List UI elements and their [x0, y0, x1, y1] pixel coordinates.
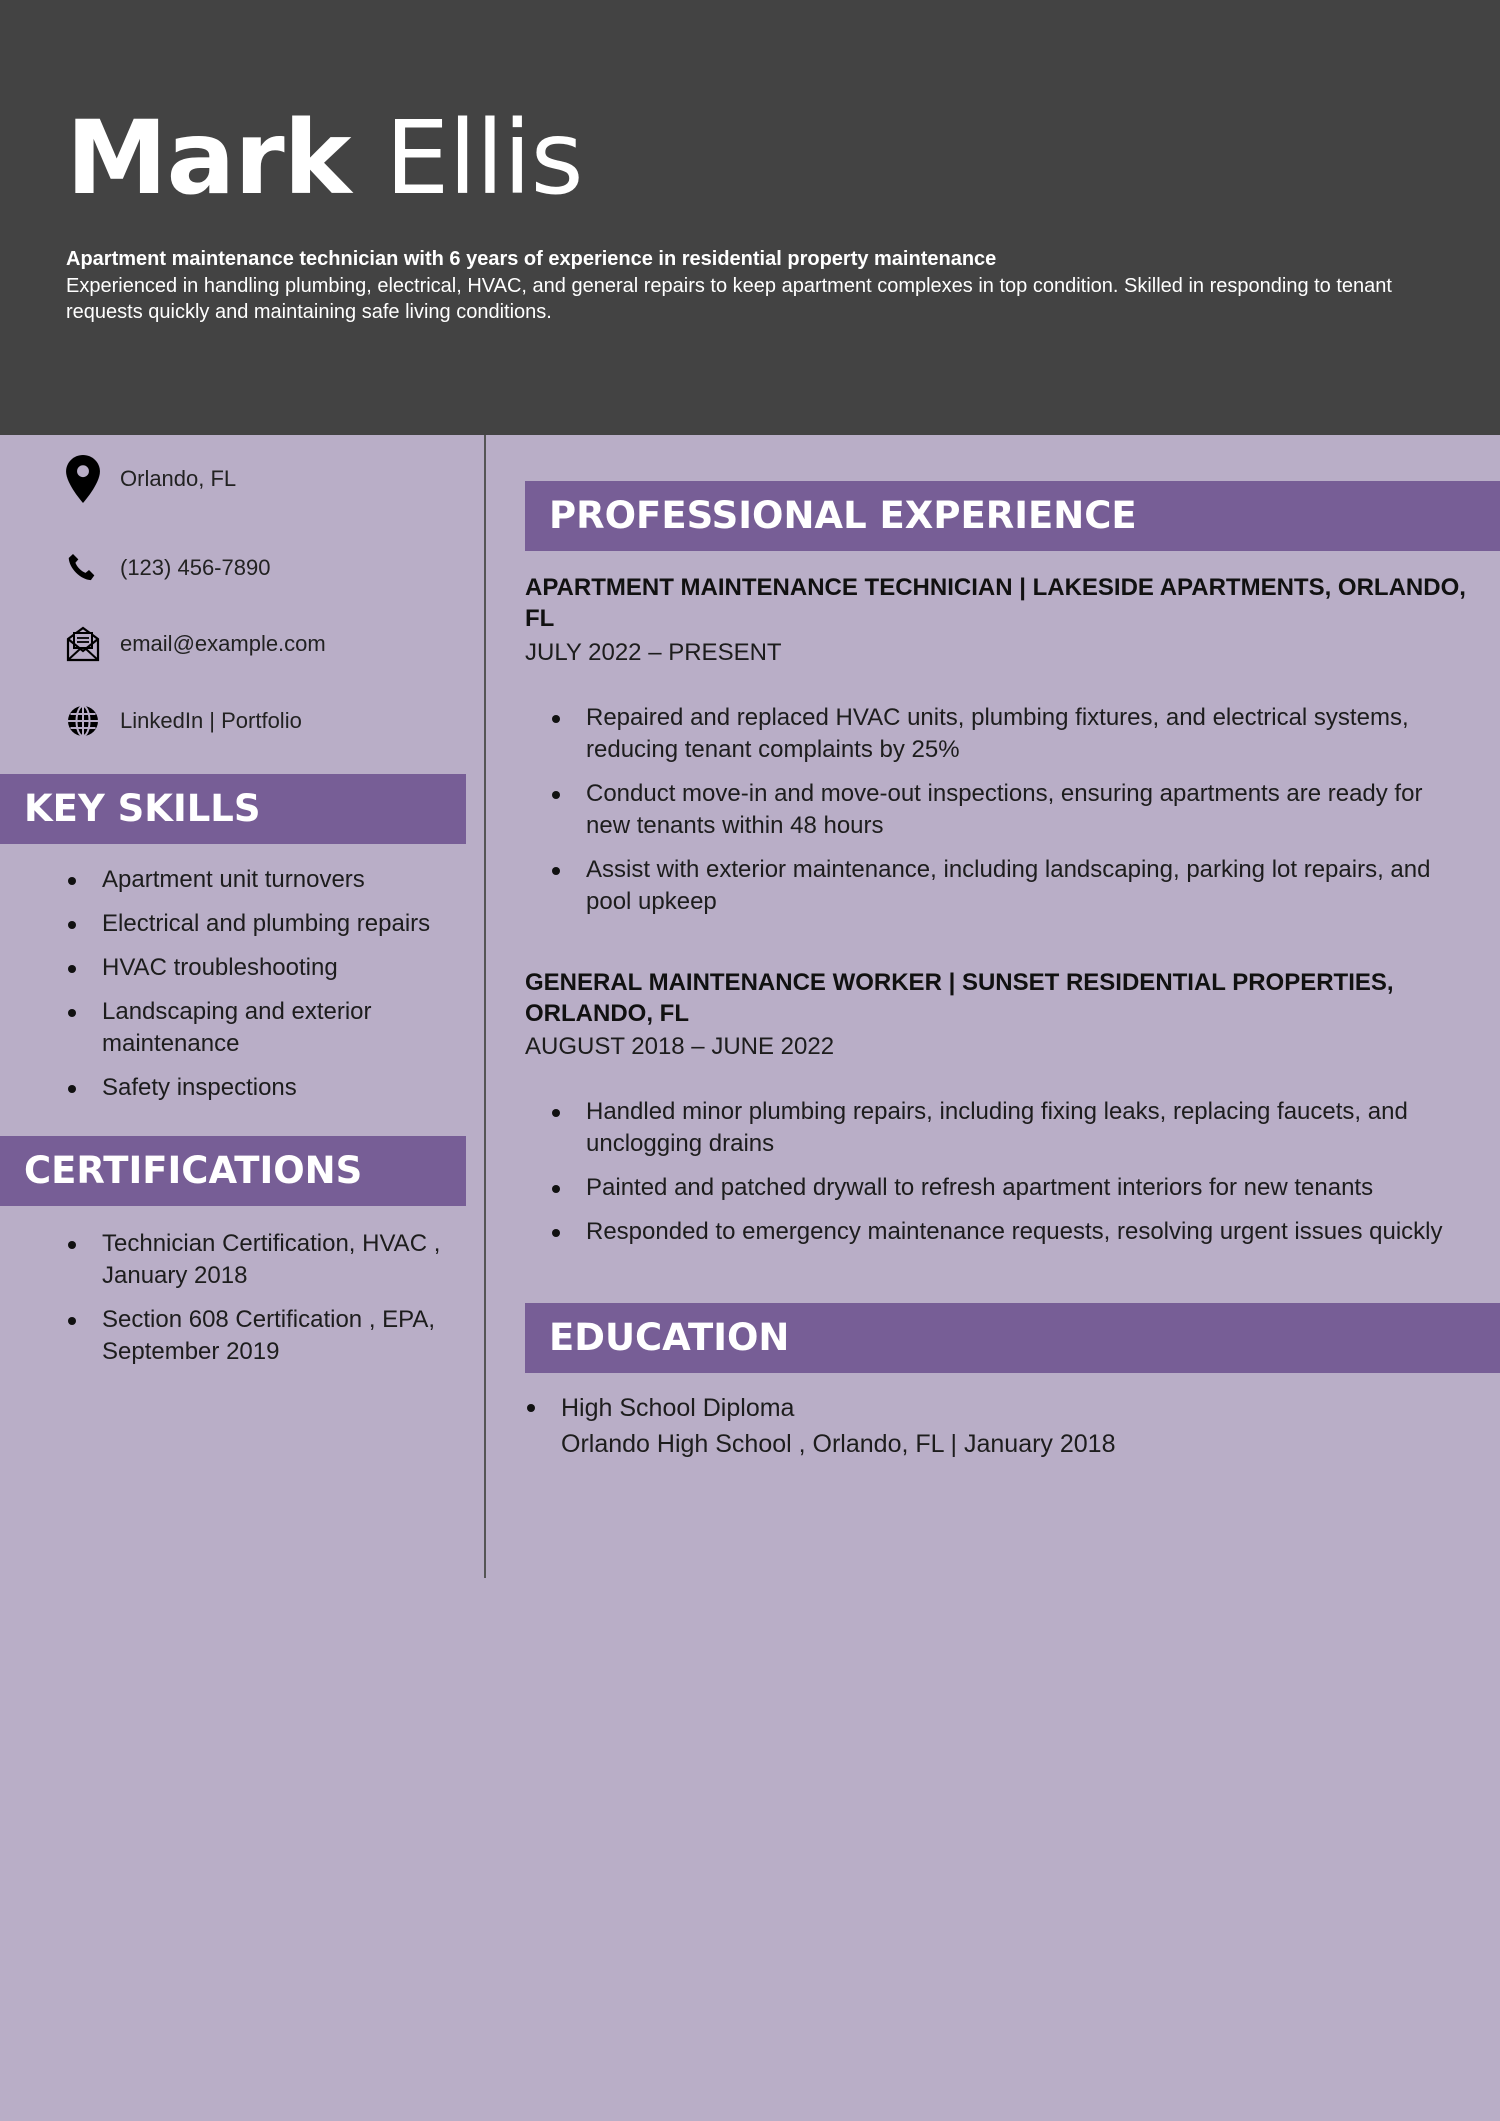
job-bullets [550, 1096, 1470, 1248]
job-dates: JULY 2022 – PRESENT [525, 639, 782, 666]
contact-phone [66, 551, 270, 585]
phone-text[interactable]: (123) 456-7890 [120, 555, 271, 580]
job-bullet: Painted and patched drywall to refresh apartment interiors for new tenants [550, 1172, 1470, 1204]
job-title: APARTMENT MAINTENANCE TECHNICIAN | LAKESIDE APARTMENTS, ORLANDO, FL [525, 574, 1466, 632]
candidate-name [66, 99, 583, 218]
skill-item: HVAC troubleshooting [66, 952, 476, 984]
education-details: Orlando High School , Orlando, FL | January 2018 [561, 1430, 1116, 1458]
summary-body: Experienced in handling plumbing, electrical, HVAC, and general repairs to keep apartment complexes in top condition. Skilled in responding to tenant requests quickly and maintaining safe living conditions. [66, 274, 1392, 323]
key-skills-heading: KEY SKILLS [0, 774, 466, 844]
job-dates: AUGUST 2018 – JUNE 2022 [525, 1033, 835, 1060]
job-title: GENERAL MAINTENANCE WORKER | SUNSET RESIDENTIAL PROPERTIES, ORLANDO, FL [525, 969, 1394, 1027]
summary [66, 246, 1446, 326]
resume-header [0, 0, 1500, 435]
location-pin-icon [66, 462, 100, 496]
phone-icon [66, 551, 100, 585]
first-name: Mark [66, 99, 351, 218]
email-icon [66, 627, 100, 661]
skill-item: Landscaping and exterior maintenance [66, 996, 422, 1060]
education-entry [525, 1390, 1116, 1462]
certifications-list [66, 1228, 476, 1368]
email-text[interactable]: email@example.com [120, 631, 326, 656]
links-text[interactable]: LinkedIn | Portfolio [120, 708, 302, 733]
column-divider [484, 435, 486, 1578]
skill-item: Apartment unit turnovers [66, 864, 476, 896]
certification-item: Section 608 Certification , EPA, September 2019 [66, 1304, 492, 1368]
skills-list [66, 864, 476, 1104]
location-text: Orlando, FL [120, 466, 237, 491]
contact-email [66, 627, 326, 661]
education-heading: EDUCATION [525, 1303, 1500, 1373]
last-name: Ellis [384, 99, 583, 218]
job-bullet: Conduct move-in and move-out inspections, ensuring apartments are ready for new tenants within 48 hours [550, 778, 1470, 842]
contact-location [66, 462, 236, 496]
job-bullet: Assist with exterior maintenance, including landscaping, parking lot repairs, and pool upkeep [550, 854, 1470, 918]
globe-icon [66, 704, 100, 738]
skill-item: Electrical and plumbing repairs [66, 908, 476, 940]
job-bullet: Responded to emergency maintenance requests, resolving urgent issues quickly [550, 1216, 1470, 1248]
job-bullet: Repaired and replaced HVAC units, plumbing fixtures, and electrical systems, reducing tenant complaints by 25% [550, 702, 1470, 766]
summary-headline: Apartment maintenance technician with 6 years of experience in residential property maintenance [66, 248, 997, 270]
certifications-heading: CERTIFICATIONS [0, 1136, 466, 1206]
job-bullets [550, 702, 1470, 918]
skill-item: Safety inspections [66, 1072, 476, 1104]
experience-heading: PROFESSIONAL EXPERIENCE [525, 481, 1500, 551]
job-bullet: Handled minor plumbing repairs, including fixing leaks, replacing faucets, and unclogging drains [550, 1096, 1470, 1160]
certification-item: Technician Certification, HVAC , January 2018 [66, 1228, 462, 1292]
education-degree: High School Diploma [525, 1390, 1116, 1426]
contact-links [66, 704, 302, 738]
